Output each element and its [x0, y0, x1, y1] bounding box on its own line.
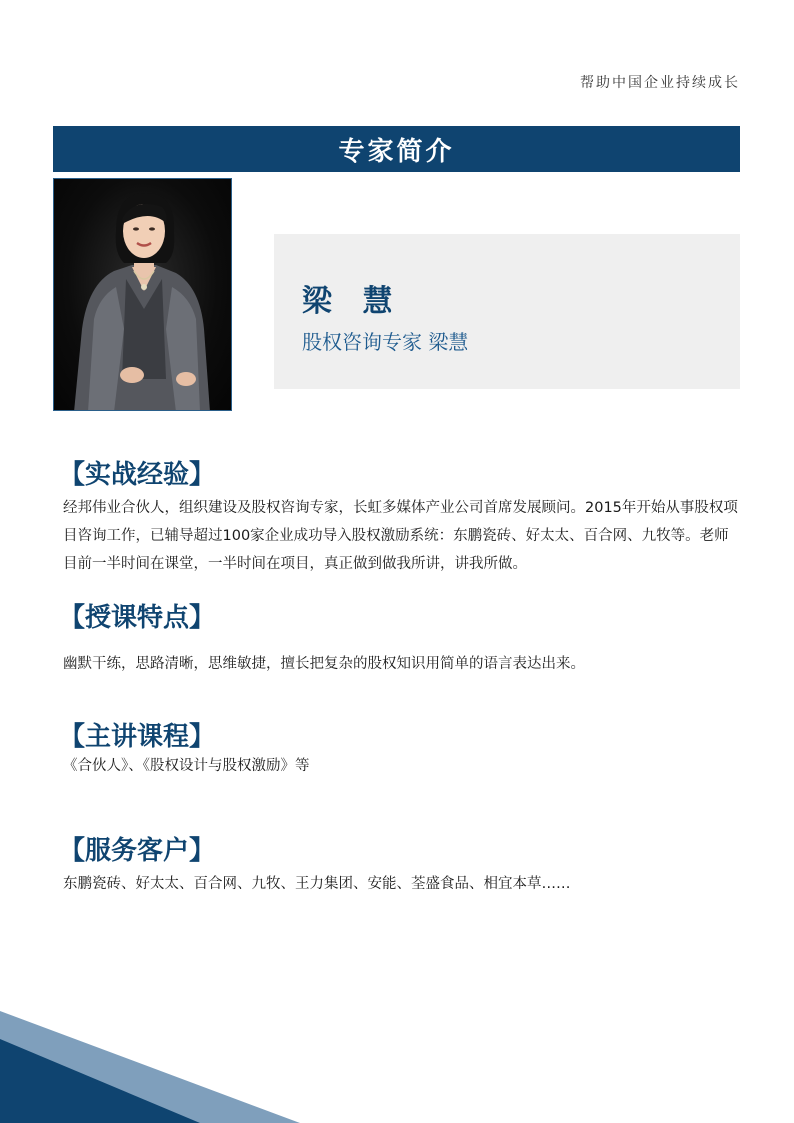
person-portrait-image: [54, 179, 232, 411]
page-title: 专家简介: [53, 126, 740, 172]
expert-role: 股权咨询专家 梁慧: [302, 330, 469, 354]
section-heading-experience: 【实战经验】: [59, 460, 216, 490]
corner-decoration: [0, 1011, 300, 1123]
section-body-experience: 经邦伟业合伙人，组织建设及股权咨询专家，长虹多媒体产业公司首席发展顾问。2015年开始从事股权项目咨询工作，已辅导超过100家企业成功导入股权激励系统：东鹏瓷砖、好太太、百合网、九牧等。老师目前一半时间在课堂，一半时间在项目，真正做到做我所讲，讲我所做。: [63, 500, 738, 572]
profile-photo: [53, 178, 232, 411]
section-body-clients: 东鹏瓷砖、好太太、百合网、九牧、王力集团、安能、荃盛食品、相宜本草……: [63, 876, 571, 892]
section-heading-teaching-style: 【授课特点】: [59, 603, 216, 633]
expert-name: 梁 慧: [302, 284, 403, 319]
header-tagline: 帮助中国企业持续成长: [580, 75, 740, 91]
section-heading-clients: 【服务客户】: [59, 836, 216, 866]
profile-card: [274, 234, 740, 389]
section-heading-courses: 【主讲课程】: [59, 722, 216, 752]
section-body-courses: 《合伙人》、《股权设计与股权激励》等: [63, 758, 310, 774]
section-body-teaching-style: 幽默干练，思路清晰，思维敏捷，擅长把复杂的股权知识用简单的语言表达出来。: [63, 656, 585, 672]
